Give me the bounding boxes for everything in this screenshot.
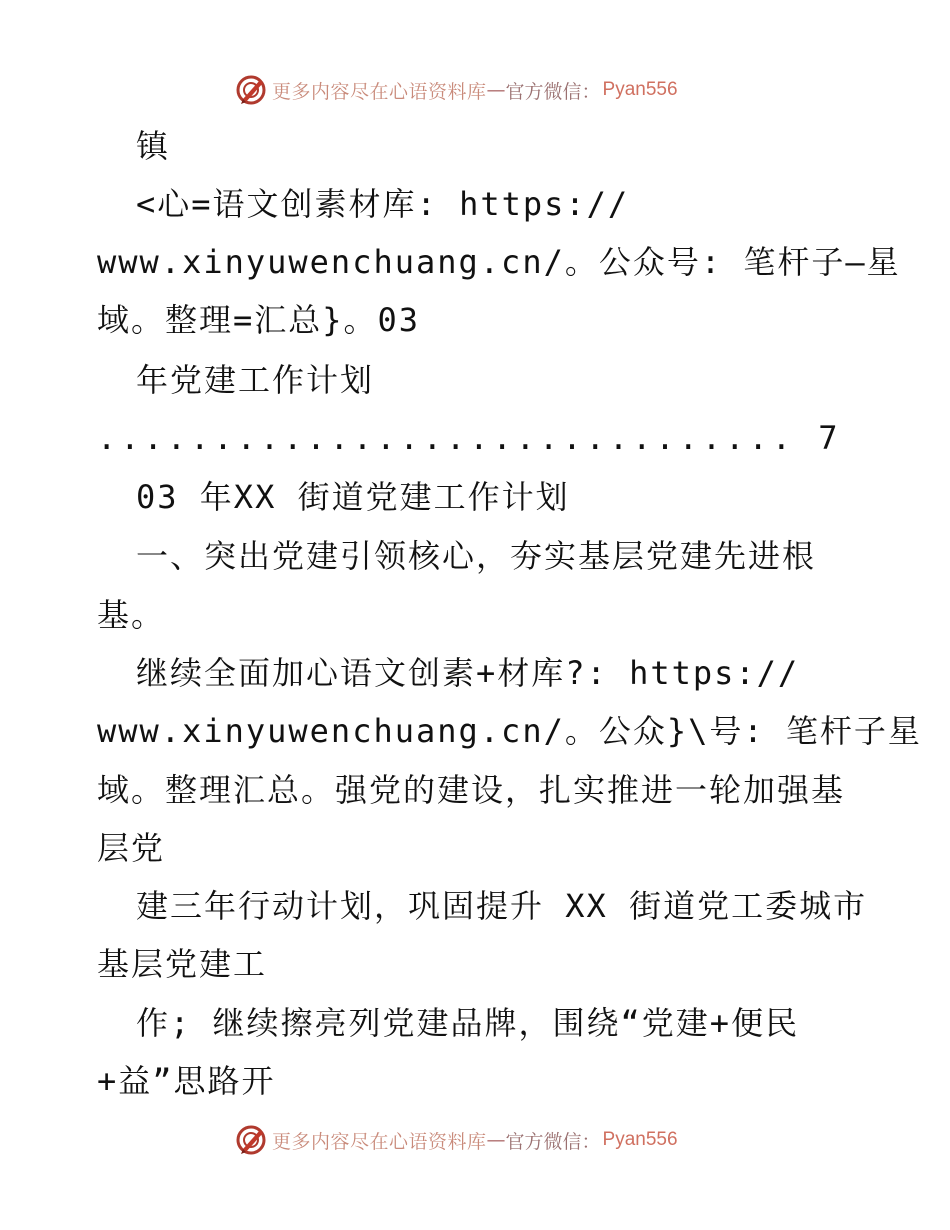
text-line-5: 年党建工作计划 [136,361,375,399]
text-line-11: www.xinyuwenchuang.cn/。公众}\号: 笔杆子星 [97,712,922,750]
text-line-10: 继续全面加心语文创素+材库?: https:// [136,654,800,692]
text-line-2: <心=语文创素材库: https:// [136,185,630,223]
text-line-13: 层党 [97,829,166,867]
pen-logo-icon [234,1123,268,1157]
text-line-9: 基。 [97,596,166,634]
pen-logo-icon [234,73,268,107]
text-line-17: +益”思路开 [97,1062,276,1100]
text-line-14: 建三年行动计划，巩固提升 XX 街道党工委城市 [136,887,868,925]
banner-wechat-id: Pyan556 [602,1129,678,1150]
toc-dots-line: .............................. 7 [97,419,842,457]
banner-wechat-label: 官方微信： [505,1130,601,1153]
text-line-4: 域。整理=汇总}。03 [97,301,421,339]
text-line-16: 作; 继续擦亮列党建品牌，围绕“党建+便民 [136,1004,800,1042]
banner-dash: — [486,79,506,101]
footer-watermark [234,1120,678,1160]
banner-wechat-label: 官方微信： [505,80,601,103]
header-watermark [234,70,678,110]
text-line-7: 03 年XX 街道党建工作计划 [136,478,570,516]
text-line-12: 域。整理汇总。强党的建设，扎实推进一轮加强基 [97,771,846,809]
banner-dash: — [486,1129,506,1151]
text-line-15: 基层党建工 [97,945,268,983]
banner-title: 更多内容尽在心语资料库 [272,1130,487,1153]
text-line-8: 一、突出党建引领核心，夯实基层党建先进根 [136,537,817,575]
banner-wechat-id: Pyan556 [602,79,678,100]
text-line-1: 镇 [136,127,171,165]
banner-title: 更多内容尽在心语资料库 [272,80,487,103]
text-line-3: www.xinyuwenchuang.cn/。公众号: 笔杆子—星 [97,243,901,281]
